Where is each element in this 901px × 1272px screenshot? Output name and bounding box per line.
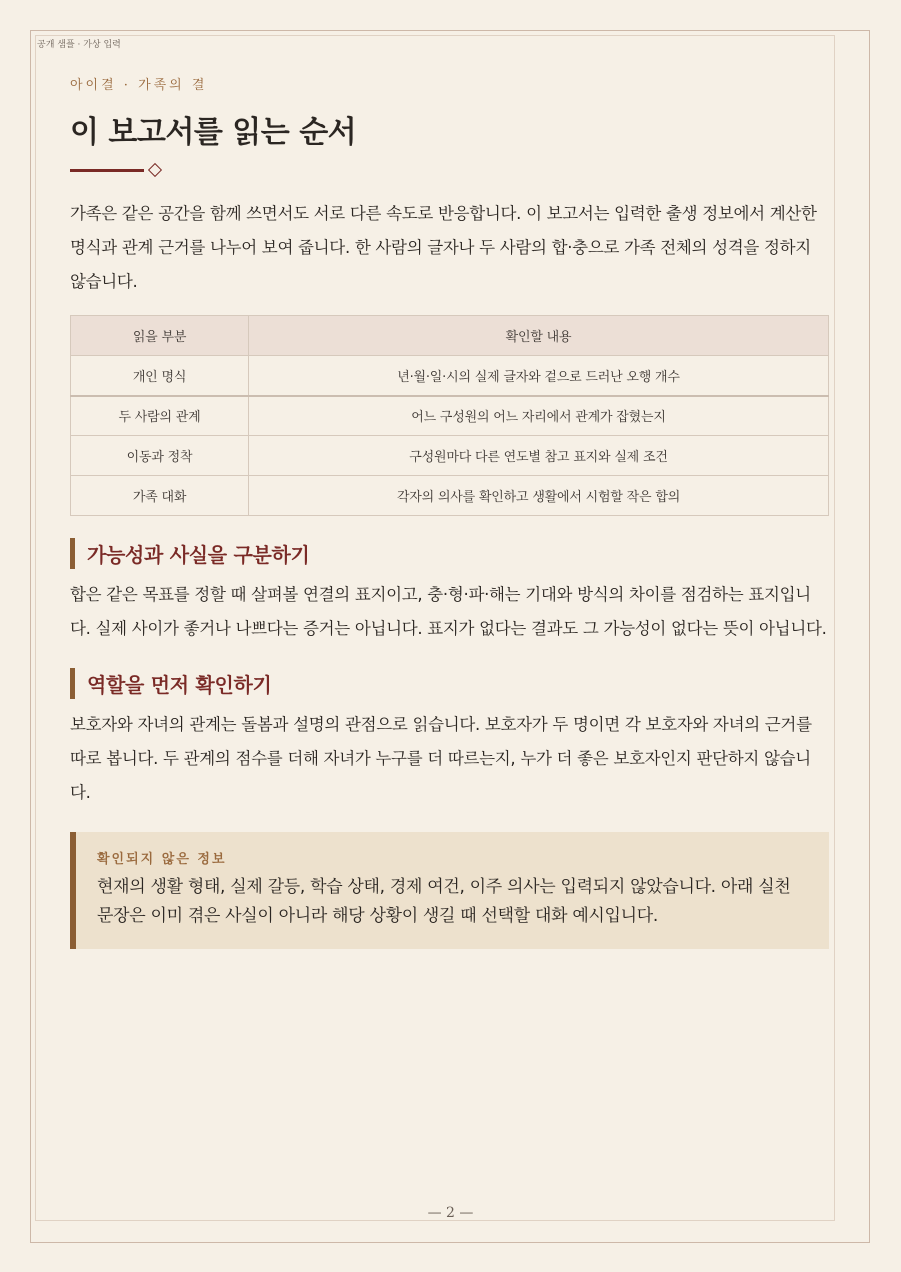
- table-row: [71, 436, 829, 476]
- table-cell-part: 두 사람의 관계: [71, 396, 249, 436]
- section-accent-bar: [70, 538, 75, 569]
- table-cell-content: 년·월·일·시의 실제 글자와 겉으로 드러난 오행 개수: [249, 356, 829, 396]
- page-title: 이 보고서를 읽는 순서: [70, 115, 357, 150]
- section-title: 가능성과 사실을 구분하기: [87, 543, 310, 567]
- intro-paragraph: 가족은 같은 공간을 함께 쓰면서도 서로 다른 속도로 반응합니다. 이 보고서는 입력한 출생 정보에서 계산한 명식과 관계 근거를 나누어 보여 줍니다. 한 사람의 글자나 두 사람의 합·충으로 가족 전체의 성격을 정하지 않습니다.: [70, 204, 817, 291]
- table-row: [71, 356, 829, 396]
- table-row: [71, 476, 829, 516]
- table-cell-part: 이동과 정착: [71, 436, 249, 476]
- table-cell-part: 가족 대화: [71, 476, 249, 516]
- report-eyebrow: 아이결 · 가족의 결: [70, 78, 208, 93]
- table-cell-content: 각자의 의사를 확인하고 생활에서 시험할 작은 합의: [249, 476, 829, 516]
- reading-guide-table: [70, 315, 829, 516]
- diamond-icon: [148, 163, 162, 177]
- section-heading-roles: [70, 668, 830, 699]
- table-header-row: [71, 316, 829, 356]
- section-heading-possibility: [70, 538, 830, 569]
- table-cell-content: 어느 구성원의 어느 자리에서 관계가 잡혔는지: [249, 396, 829, 436]
- table-header-content: 확인할 내용: [249, 316, 829, 356]
- callout-label: 확인되지 않은 정보: [97, 852, 227, 867]
- section-body: 보호자와 자녀의 관계는 돌봄과 설명의 관점으로 읽습니다. 보호자가 두 명이면 각 보호자와 자녀의 근거를 따로 봅니다. 두 관계의 점수를 더해 자녀가 누구를 더 따르는지, 누가 더 좋은 보호자인지 판단하지 않습니다.: [70, 715, 812, 802]
- callout-body: 현재의 생활 형태, 실제 갈등, 학습 상태, 경제 여건, 이주 의사는 입력되지 않았습니다. 아래 실천 문장은 이미 겪은 사실이 아니라 해당 상황이 생길 때 선택할 대화 예시입니다.: [97, 877, 791, 926]
- table-header-part: 읽을 부분: [71, 316, 249, 356]
- table-cell-part: 개인 명식: [71, 356, 249, 396]
- section-title: 역할을 먼저 확인하기: [87, 673, 272, 697]
- section-accent-bar: [70, 668, 75, 699]
- title-divider: [70, 163, 830, 177]
- table-cell-content: 구성원마다 다른 연도별 참고 표지와 실제 조건: [249, 436, 829, 476]
- divider-bar: [70, 169, 144, 172]
- page-number: — 2 —: [427, 1205, 474, 1221]
- table-row: [71, 396, 829, 436]
- report-content: [70, 70, 830, 949]
- section-body: 합은 같은 목표를 정할 때 살펴볼 연결의 표지이고, 충·형·파·해는 기대와 방식의 차이를 점검하는 표지입니다. 실제 사이가 좋거나 나쁘다는 증거는 아닙니다. 표지가 없다는 결과도 그 가능성이 없다는 뜻이 아닙니다.: [70, 585, 827, 638]
- unverified-info-callout: [70, 832, 829, 949]
- sample-note: 공개 샘플 · 가상 입력: [37, 40, 121, 50]
